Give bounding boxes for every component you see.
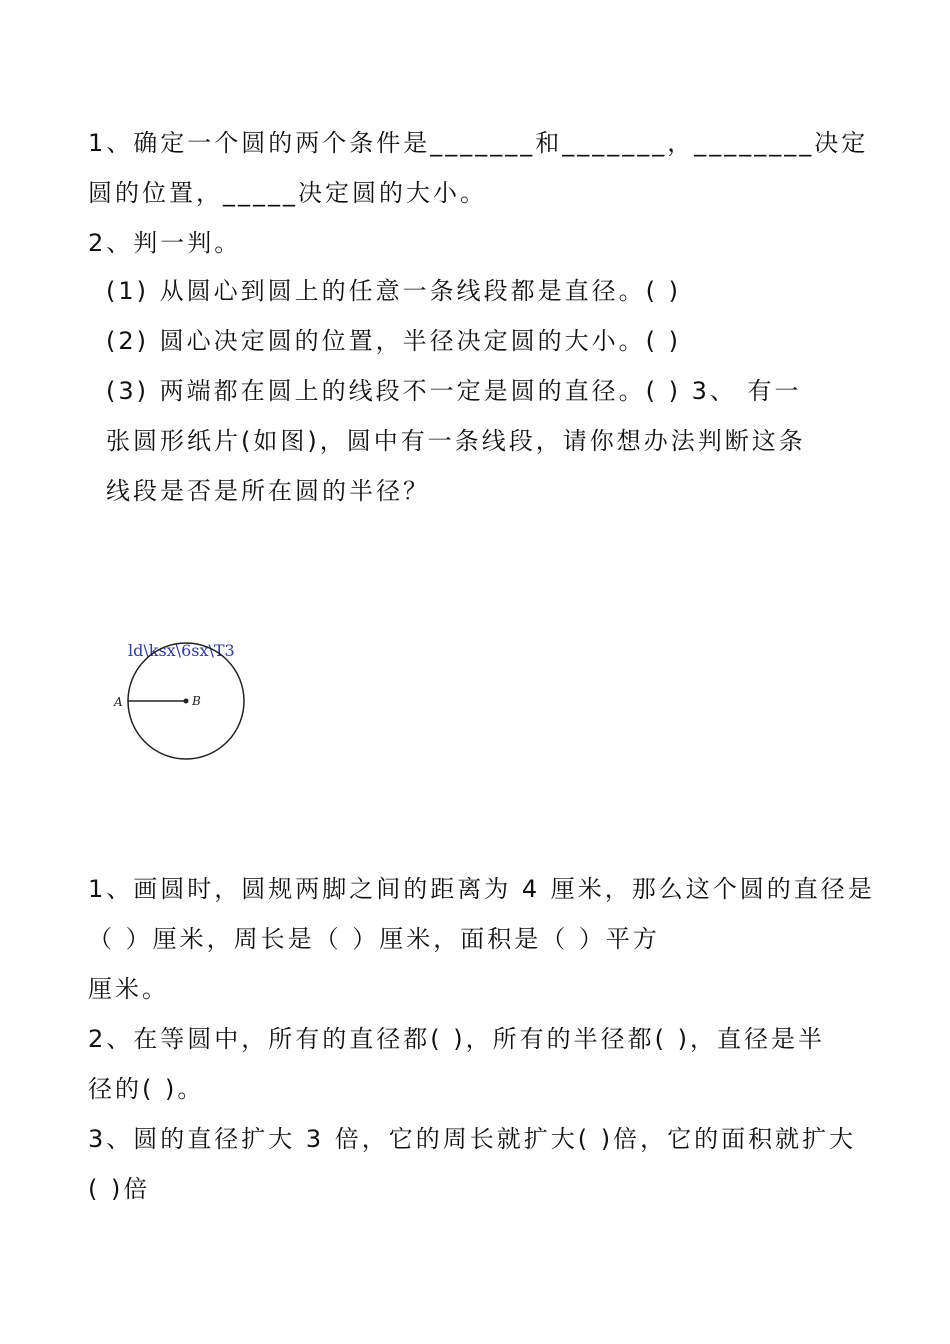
circle-figure — [108, 640, 258, 770]
equal-circle-question-line-2: 径的( )。 — [88, 1075, 205, 1103]
compass-question-line-2: （ ）厘米，周长是（ ）厘米，面积是（ ）平方 — [88, 925, 660, 953]
fill-in-question-1-line-1: 1、确定一个圆的两个条件是_______和_______，________决定 — [88, 129, 869, 157]
compass-question-line-1: 1、画圆时，圆规两脚之间的距离为 4 厘米，那么这个圆的直径是 — [88, 875, 875, 903]
diameter-scale-question-line-1: 3、圆的直径扩大 3 倍，它的周长就扩大( )倍，它的面积就扩大 — [88, 1125, 857, 1153]
label-b: B — [192, 694, 201, 708]
equal-circle-question-line-1: 2、在等圆中，所有的直径都( )，所有的半径都( )，直径是半 — [88, 1025, 825, 1053]
judge-item-1: (1) 从圆心到圆上的任意一条线段都是直径。( ) — [106, 277, 681, 305]
watermark-text: ld\ksx\6sx\T3 — [128, 641, 235, 660]
point-b-dot — [184, 699, 189, 704]
diameter-scale-question-line-2: ( )倍 — [88, 1175, 151, 1203]
compass-question-line-3: 厘米。 — [88, 975, 169, 1003]
label-a: A — [114, 695, 123, 709]
paper-question-line-3: 线段是否是所在圆的半径？ — [106, 477, 430, 505]
judge-item-2: (2) 圆心决定圆的位置，半径决定圆的大小。( ) — [106, 327, 681, 355]
paper-question-line-2: 张圆形纸片(如图)，圆中有一条线段，请你想办法判断这条 — [106, 427, 806, 455]
fill-in-question-1-line-2: 圆的位置，_____决定圆的大小。 — [88, 179, 487, 207]
judge-question-title: 2、判一判。 — [88, 229, 242, 257]
judge-item-3: (3) 两端都在圆上的线段不一定是圆的直径。( ) 3、 有一 — [106, 377, 802, 405]
